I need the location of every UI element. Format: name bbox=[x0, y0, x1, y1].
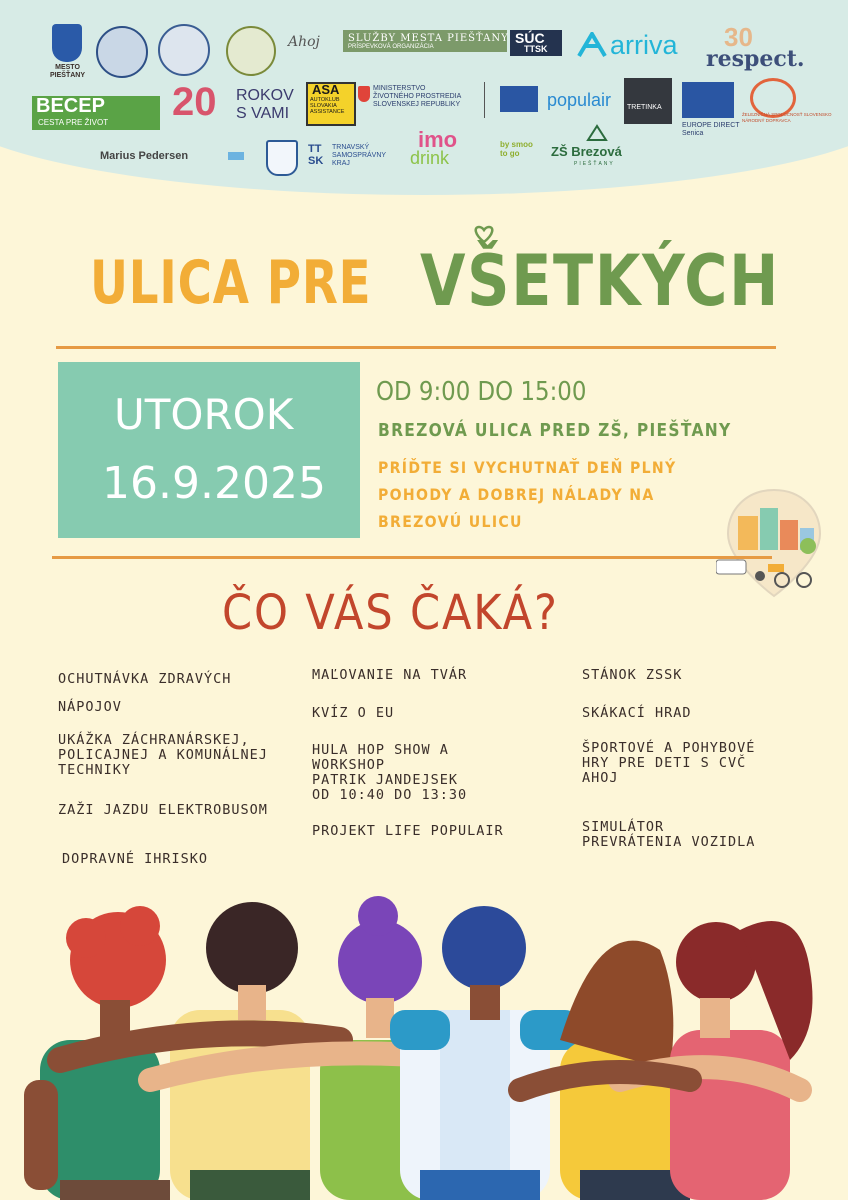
subtitle: ČO VÁS ČAKÁ? bbox=[222, 585, 559, 641]
logo-marius-pedersen: Marius Pedersen bbox=[100, 150, 189, 162]
eu-flag-icon bbox=[682, 82, 734, 118]
date-box bbox=[58, 362, 360, 538]
activity-item: HULA HOP SHOW A WORKSHOP PATRIK JANDEJSEK OD 10:40 DO 13:30 bbox=[312, 742, 468, 803]
logo-arriva: arriva bbox=[610, 30, 678, 60]
police-corps-badge-icon bbox=[158, 24, 210, 76]
event-time: OD 9:00 DO 15:00 bbox=[376, 377, 587, 407]
logo-ahoj: Ahoj bbox=[288, 34, 320, 50]
activity-item: NÁPOJOV bbox=[58, 699, 122, 715]
logo-becep-sub: CESTA PRE ŽIVOT bbox=[38, 118, 109, 127]
sk-crest-icon bbox=[358, 86, 370, 102]
friends-illustration bbox=[0, 890, 848, 1200]
logo-sluzby-mesta: SLUŽBY MESTA PIEŠŤANY bbox=[348, 33, 509, 44]
divider-top bbox=[56, 346, 776, 349]
arriva-icon bbox=[577, 32, 607, 58]
logo-becep: BECEP bbox=[36, 95, 105, 117]
event-invite-line3: BREZOVÚ ULICU bbox=[378, 512, 523, 531]
logo-mesto-piestany: MESTO PIEŠŤANY bbox=[50, 64, 86, 79]
activity-item: SKÁKACÍ HRAD bbox=[582, 705, 692, 721]
divider-bottom bbox=[52, 556, 772, 559]
activity-item: ZAŽI JAZDU ELEKTROBUSOM bbox=[58, 802, 268, 818]
fire-rescue-badge-icon bbox=[226, 26, 276, 76]
event-day: UTOROK bbox=[114, 390, 294, 439]
logo-ministerstvo: MINISTERSTVO ŽIVOTNÉHO PROSTREDIA SLOVENSKEJ REPUBLIKY bbox=[373, 85, 462, 108]
logo-smoothie: by smoo to go bbox=[500, 140, 533, 158]
divider bbox=[484, 82, 485, 118]
logo-ttsk: TT SK bbox=[308, 143, 324, 167]
activity-item: PROJEKT LIFE POPULAIR bbox=[312, 823, 504, 839]
logo-populair: populair bbox=[547, 90, 612, 110]
logo-sluzby-sub: PRÍSPEVKOVÁ ORGANIZÁCIA bbox=[348, 44, 434, 50]
police-badge-icon bbox=[96, 26, 148, 78]
logo-zssk: ŽELEZNIČNÁ SPOLOČNOSŤ SLOVENSKO NÁRODNÝ DOPRAVCA bbox=[742, 112, 832, 123]
logo-europe-direct: EUROPE DIRECT Senica bbox=[682, 122, 740, 137]
street-pin-illustration bbox=[716, 484, 832, 610]
event-date: 16.9.2025 bbox=[102, 458, 326, 509]
activity-item: SIMULÁTOR PREVRÁTENIA VOZIDLA bbox=[582, 819, 756, 850]
eu-life-flag-icon bbox=[500, 86, 538, 112]
event-place: BREZOVÁ ULICA PRED ZŠ, PIEŠŤANY bbox=[378, 420, 732, 441]
title-part1: ULICA PRE bbox=[90, 248, 372, 318]
tretinka-logo bbox=[624, 78, 672, 124]
logo-ttsk-sub: TRNAVSKÝ SAMOSPRÁVNY KRAJ bbox=[332, 144, 387, 167]
activity-item: MAĽOVANIE NA TVÁR bbox=[312, 667, 468, 683]
city-crest-icon bbox=[266, 140, 298, 176]
logo-rokov: ROKOV S VAMI bbox=[236, 87, 294, 122]
title-part2: VŠETKÝCH bbox=[420, 240, 780, 322]
zs-brezova-icon bbox=[586, 124, 608, 142]
logo-respect: respect. bbox=[706, 46, 805, 72]
activity-item: UKÁŽKA ZÁCHRANÁRSKEJ, POLICAJNEJ A KOMUNÁLNEJ TECHNIKY bbox=[58, 732, 268, 778]
logo-zs-brezova: ZŠ Brezová bbox=[551, 144, 622, 159]
logo-asa-sub: AUTOKLUB SLOVAKIA ASSISTANCE bbox=[310, 97, 345, 115]
logo-asa: ASA bbox=[312, 82, 340, 97]
piestany-crest-icon bbox=[52, 24, 82, 62]
logo-imo: imo bbox=[418, 127, 458, 152]
activity-item: STÁNOK ZSSK bbox=[582, 667, 683, 683]
logo-suc: SÚC bbox=[515, 30, 545, 46]
activity-item: OCHUTNÁVKA ZDRAVÝCH bbox=[58, 671, 232, 687]
logo-twenty: 20 bbox=[172, 80, 217, 124]
activity-item: DOPRAVNÉ IHRISKO bbox=[62, 851, 209, 867]
marius-flag-icon bbox=[228, 152, 244, 160]
logo-respect-30: 30 bbox=[724, 22, 753, 52]
event-invite-line1: PRÍĎTE SI VYCHUTNAŤ DEŇ PLNÝ bbox=[378, 458, 677, 477]
logo-zs-sub: PIEŠŤANY bbox=[574, 161, 615, 167]
event-invite-line2: POHODY A DOBREJ NÁLADY NA bbox=[378, 485, 655, 504]
activity-item: ŠPORTOVÉ A POHYBOVÉ HRY PRE DETI S CVČ AHOJ bbox=[582, 740, 756, 786]
logo-suc-sub: TTSK bbox=[524, 44, 548, 54]
logo-drink: drink bbox=[410, 148, 450, 168]
logo-tretinka: TRETINKA bbox=[627, 104, 662, 111]
activity-item: KVÍZ O EU bbox=[312, 705, 395, 721]
